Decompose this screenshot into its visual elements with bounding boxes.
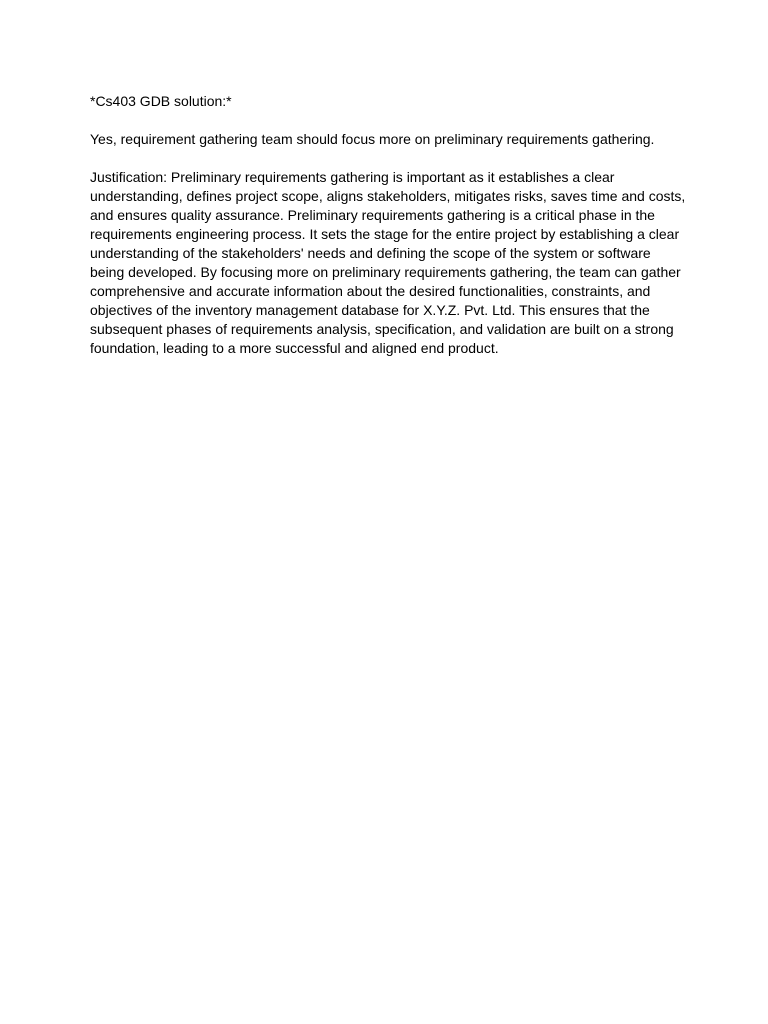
justification-line: being developed. By focusing more on preliminary requirements gathering, the team can gather — [90, 264, 681, 280]
justification-line: foundation, leading to a more successful and aligned end product. — [90, 340, 499, 356]
justification-line: comprehensive and accurate information about the desired functionalities, constraints, and — [90, 283, 651, 299]
justification-paragraph — [90, 168, 690, 358]
document-body — [90, 92, 690, 377]
justification-line: understanding of the stakeholders' needs and defining the scope of the system or software — [90, 245, 651, 261]
justification-line: requirements engineering process. It sets the stage for the entire project by establishing a clear — [90, 226, 680, 242]
justification-line: objectives of the inventory management database for X.Y.Z. Pvt. Ltd. This ensures that the — [90, 302, 650, 318]
justification-line: subsequent phases of requirements analysis, specification, and validation are built on a strong — [90, 321, 674, 337]
justification-line: Justification: Preliminary requirements gathering is important as it establishes a clear — [90, 169, 615, 185]
justification-line: understanding, defines project scope, aligns stakeholders, mitigates risks, saves time and costs, — [90, 188, 686, 204]
document-title: *Cs403 GDB solution:* — [90, 93, 232, 109]
justification-line: and ensures quality assurance. Preliminary requirements gathering is a critical phase in the — [90, 207, 655, 223]
answer-paragraph: Yes, requirement gathering team should focus more on preliminary requirements gathering. — [90, 131, 655, 147]
